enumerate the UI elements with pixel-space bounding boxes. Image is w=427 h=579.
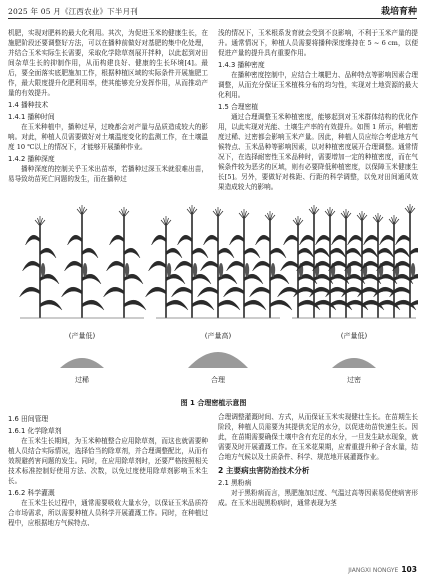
paragraph: 合理调整灌溉时间、方式，从而保证玉米实现健壮生长。在苗期生长阶段，种植人员需要为其提供充足的水分，以促进幼苗快速生长。因此，在苗期需要确保土壤中含有充足的水分，一旦发生缺水现象，就需要及时开展灌溉工作。在玉米花果期，应着重提升种子含水量，结合地方气候以及土质条件、科学、规范地开展灌溉作业。	[218, 413, 418, 461]
heading-1-4: 1.4 播种技术	[8, 101, 49, 109]
corn-plant	[62, 205, 105, 318]
heading-1-6-2: 1.6.2 科学灌溉	[8, 489, 55, 497]
page-number: 103	[401, 565, 417, 574]
heading-2: 2 主要病虫害防治技术分析	[218, 466, 310, 475]
heading-1-6: 1.6 田间管理	[8, 415, 49, 423]
right-column-top	[218, 28, 418, 192]
header-rule	[8, 18, 417, 19]
yield-label: (产量低)	[68, 332, 96, 340]
planting-density-figure	[8, 200, 418, 390]
grain-pile	[60, 358, 104, 368]
grain-pile	[188, 352, 248, 368]
left-column-top	[8, 28, 208, 184]
journal-issue: 2025 年 05 月《江西农业》下半月刊	[8, 7, 138, 16]
paragraph: 在玉米种植中，播种过早，过晚都会对产量与品质造成较大的影响。对此，种植人员需要做好对土壤温度变化的监测工作，在土壤温度 10 ℃以上的情况下，才能够开展播种作业。	[8, 123, 208, 151]
paragraph: 浅的情况下，玉米根系发育就会受到不良影响，不利于玉米产量的提升。通常情况下，种植人员需要将播种深度维持在 5 ~ 6 cm，以便促进产量的提升具有重要作用。	[218, 29, 418, 57]
heading-1-4-1: 1.4.1 播种时间	[8, 113, 55, 121]
heading-1-4-2: 1.4.2 播种深度	[8, 155, 55, 163]
heading-1-5: 1.5 合理密植	[218, 103, 259, 111]
heading-1-6-1: 1.6.1 化学除草剂	[8, 427, 62, 435]
density-panel	[146, 205, 293, 384]
paragraph: 在玉米生长期间，为玉米种植整合应用除草剂，而这也就需要种植人员结合实际情况，选择恰当的除草剂，并合理调整配比，从而有效规避药害问题的发生。同时，在应用除草剂时，还要严格按照相关技术标准控制好使用方法、次数，以免过度使用除草剂影响玉米生长。	[8, 437, 208, 485]
heading-2-1: 2.1 黑粉病	[218, 479, 252, 487]
heading-1-4-3: 1.4.3 播种密度	[218, 61, 265, 69]
density-panel	[20, 205, 147, 384]
density-label: 过密	[347, 376, 361, 384]
yield-label: (产量低)	[340, 332, 368, 340]
grain-pile	[332, 358, 376, 368]
density-label: 合理	[211, 376, 225, 384]
yield-label: (产量高)	[204, 332, 232, 340]
section-title: 栽培育种	[380, 7, 417, 17]
journal-name-en: JIANGXI NONGYE	[348, 567, 399, 574]
paragraph: 在播种密度控制中，应结合土壤肥力、品种特点等影响因素合理调整，从而充分保证玉米植株分布的均匀性，实现对土地资源的最大化利用。	[218, 71, 418, 99]
corn-plant	[20, 216, 63, 318]
page-header	[0, 0, 427, 30]
paragraph: 通过合理调整玉米种植密度，能够起到对玉米群体结构的优化作用，以此实现对光能、土壤生产率的有效提升。如图 1 所示，种植密度过稀、过密都会影响玉米产量。因此，种植人员应综合考虑地方气候特点、玉米品种等影响因素，以对种植密度展开合理调整。通常情况下，在选择耐密性玉米品种时，需要增加一定的种植密度，而在气候条件较为恶劣的区域，则有必要降低种植密度，以保障玉米健康生长[5]。另外，要做好对株距、行距的科学调整，以免对田间通风效果造成较大的影响。	[218, 113, 418, 191]
density-panel	[278, 204, 419, 384]
paragraph: 对于黑粉病而言，黑肥施加过度、气温过高等因素易促使病害形成。在玉米出现黑粉病时，通常表现为茎	[218, 489, 418, 507]
right-column-bottom	[218, 412, 418, 508]
figure-caption: 图 1 合理密植示意图	[180, 399, 247, 407]
corn-plant	[146, 216, 189, 318]
paragraph: 机肥，实现对肥料的最大化利用。其次，为促进玉米的健康生长，在施肥阶段还要调整好方法，可以在播种前做好对基肥的集中化处理，并结合玉米实际生长需要，采取化学除草剂展开拌种，以此起到对田间杂草生长的抑制作用，从而构建良好、健康的生长环境[4]。最后，要全面落实底肥施加工作，根据种植区域的实际条件开展施肥工作，最大限度提升化肥利用率，使其能够充分发挥作用，从而推动产量的有效提升。	[8, 29, 208, 97]
paragraph: 在玉米生长过程中，通常需要吸收大量水分，以保证玉米品质符合市场需求，所以需要种植人员科学开展灌溉工作。同时，在种植过程中，应根据地方气候特点、	[8, 499, 208, 527]
corn-plant	[104, 207, 147, 318]
density-label: 过稀	[75, 376, 89, 384]
left-column-bottom	[8, 412, 208, 528]
page-footer	[348, 565, 417, 574]
paragraph: 播种深度的控制关乎玉米出苗率，若播种过深玉米就很难出苗，易导致幼苗死亡问题的发生，而在播种过	[8, 165, 208, 183]
